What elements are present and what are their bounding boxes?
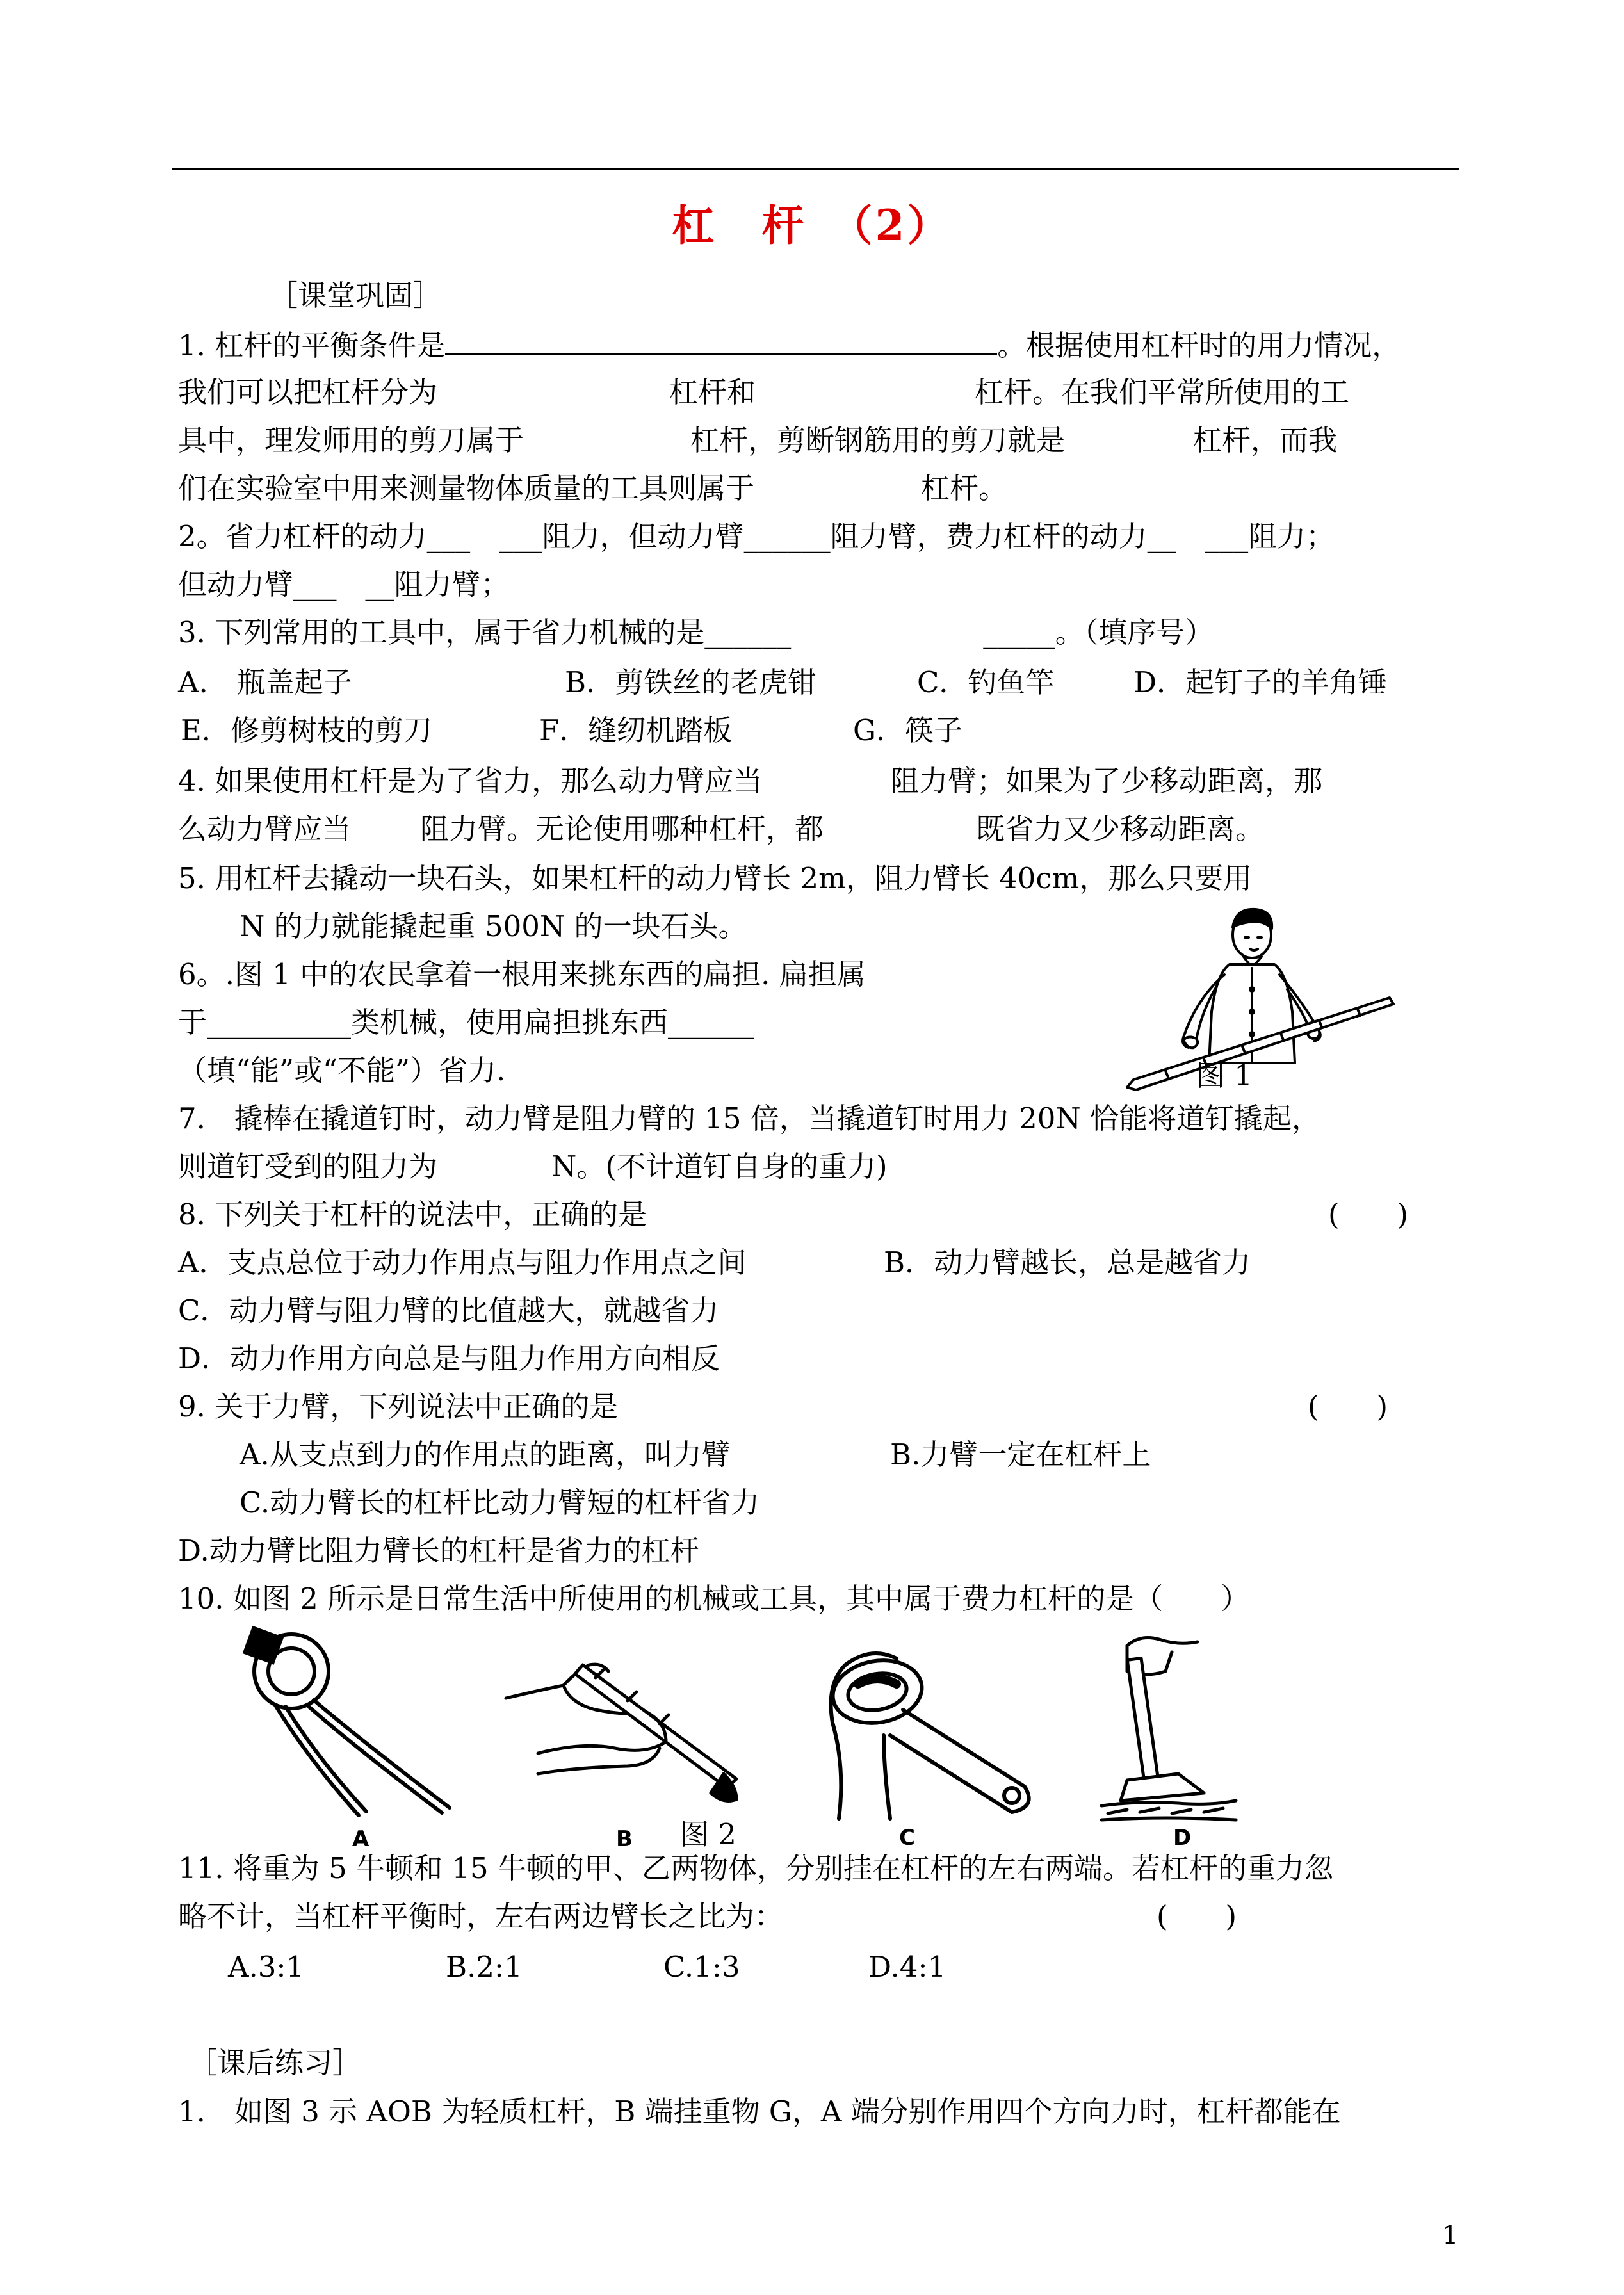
page-number: 1 xyxy=(1442,2221,1459,2250)
question-11-answer-paren[interactable]: ( ) xyxy=(1157,1899,1237,1933)
question-2-line-2: 但动力臂___ __阻力臂； xyxy=(178,567,510,601)
question-1-line-4: 们在实验室中用来测量物体质量的工具则属于 杠杆。 xyxy=(178,471,1008,505)
question-9-answer-paren[interactable]: ( ) xyxy=(1308,1390,1388,1423)
question-3-line-1: 3. 下列常用的工具中，属于省力机械的是______ _____。（填序号） xyxy=(178,615,1214,649)
question-11-option-c: C.1:3 xyxy=(663,1950,740,1984)
question-8-answer-paren[interactable]: ( ) xyxy=(1328,1197,1409,1231)
question-6-line-3: （填“能”或“不能”）省力. xyxy=(178,1053,506,1087)
question-11-line-1: 11. 将重为 5 牛顿和 15 牛顿的甲、乙两物体，分别挂在杠杆的左右两端。若杠杆的重力忽 xyxy=(178,1851,1333,1885)
question-9-option-b: B.力臂一定在杠杆上 xyxy=(890,1438,1151,1472)
question-8-stem: 8. 下列关于杠杆的说法中，正确的是 xyxy=(178,1197,647,1231)
section-heading-classwork: ［课堂巩固］ xyxy=(269,279,443,312)
question-10-stem: 10. 如图 2 所示是日常生活中所使用的机械或工具，其中属于费力杠杆的是（ ） xyxy=(178,1582,1250,1616)
question-8-option-b: B．动力臂越长，总是越省力 xyxy=(884,1245,1251,1279)
question-7-line-1: 7. 撬棒在撬道钉时，动力臂是阻力臂的 15 倍，当撬道钉时用力 20N 恰能将道钉撬起， xyxy=(178,1101,1321,1135)
answer-blank[interactable] xyxy=(445,325,997,355)
figure-2-label-b: B xyxy=(616,1826,633,1852)
header-rule xyxy=(172,168,1459,170)
section-heading-homework: ［课后练习］ xyxy=(188,2046,362,2080)
question-4-line-2: 么动力臂应当 阻力臂。无论使用哪种杠杆，都 既省力又少移动距离。 xyxy=(178,812,1265,846)
question-6-line-2: 于__________类机械，使用扁担挑东西______ xyxy=(178,1005,755,1039)
question-3-option-d: D．起钉子的羊角锤 xyxy=(1133,665,1388,699)
question-11-option-b: B.2:1 xyxy=(446,1950,523,1984)
figure-2c-bottle-opener-icon xyxy=(820,1639,1050,1831)
question-2-line-1: 2。省力杠杆的动力___ ___阻力，但动力臂______阻力臂，费力杠杆的动力__ ___阻力； xyxy=(178,519,1335,553)
question-6-line-1: 6。.图 1 中的农民拿着一根用来挑东西的扁担. 扁担属 xyxy=(178,957,866,991)
figure-2-label: 图 2 xyxy=(680,1817,736,1851)
question-3-option-g: G．筷子 xyxy=(853,713,962,747)
question-3-options-1: A. 瓶盖起子 xyxy=(178,665,352,699)
question-5-line-2: N 的力就能撬起重 500N 的一块石头。 xyxy=(240,909,747,943)
question-1-line-1: 1. 杠杆的平衡条件是 。根据使用杠杆时的用力情况， xyxy=(178,325,1401,365)
page-title: 杠 杆 （2） xyxy=(672,200,952,250)
question-3-option-f: F．缝纫机踏板 xyxy=(539,713,733,747)
question-8-option-d: D．动力作用方向总是与阻力作用方向相反 xyxy=(178,1342,720,1375)
figure-2-label-c: C xyxy=(899,1825,915,1851)
figure-2b-pen-hand-icon xyxy=(499,1646,756,1812)
figure-1-label: 图 1 xyxy=(1196,1058,1253,1092)
question-4-line-1: 4. 如果使用杠杆是为了省力，那么动力臂应当 阻力臂；如果为了少移动距离，那 xyxy=(178,764,1323,798)
question-3-option-c: C．钓鱼竿 xyxy=(917,665,1055,699)
question-9-stem: 9. 关于力臂，下列说法中正确的是 xyxy=(178,1390,619,1423)
figure-2-label-d: D xyxy=(1173,1825,1192,1851)
question-9-option-d: D.动力臂比阻力臂长的杠杆是省力的杠杆 xyxy=(178,1534,699,1568)
question-8-option-a: A．支点总位于动力作用点与阻力作用点之间 xyxy=(178,1245,747,1279)
figure-2a-pincers-icon xyxy=(231,1630,467,1828)
figure-2-label-a: A xyxy=(352,1826,369,1852)
question-3-option-b: B．剪铁丝的老虎钳 xyxy=(565,665,817,699)
figure-1-farmer-with-pole xyxy=(1127,903,1396,1095)
question-9-option-c: C.动力臂长的杠杆比动力臂短的杠杆省力 xyxy=(240,1486,760,1520)
question-1-line-2: 我们可以把杠杆分为 杠杆和 杠杆。在我们平常所使用的工 xyxy=(178,375,1350,409)
figure-2d-hand-tool-icon xyxy=(1101,1633,1242,1825)
question-11-line-2: 略不计，当杠杆平衡时，左右两边臂长之比为： xyxy=(178,1899,784,1933)
homework-question-1-line-1: 1. 如图 3 示 AOB 为轻质杠杆，B 端挂重物 G，A 端分别作用四个方向力时，杠杆都能在 xyxy=(178,2095,1341,2129)
question-1-line-3: 具中，理发师用的剪刀属于 杠杆，剪断钢筋用的剪刀就是 杠杆，而我 xyxy=(178,423,1338,457)
question-7-line-2: 则道钉受到的阻力为 N。(不计道钉自身的重力) xyxy=(178,1149,888,1183)
question-5-line-1: 5. 用杠杆去撬动一块石头，如果杠杆的动力臂长 2m，阻力臂长 40cm，那么只要用 xyxy=(178,861,1253,895)
question-8-option-c: C．动力臂与阻力臂的比值越大，就越省力 xyxy=(178,1293,719,1327)
question-11-option-a: A.3:1 xyxy=(228,1950,305,1984)
question-3-option-e: E．修剪树枝的剪刀 xyxy=(181,713,432,747)
question-11-option-d: D.4:1 xyxy=(868,1950,946,1984)
question-9-option-a: A.从支点到力的作用点的距离，叫力臂 xyxy=(240,1438,731,1472)
